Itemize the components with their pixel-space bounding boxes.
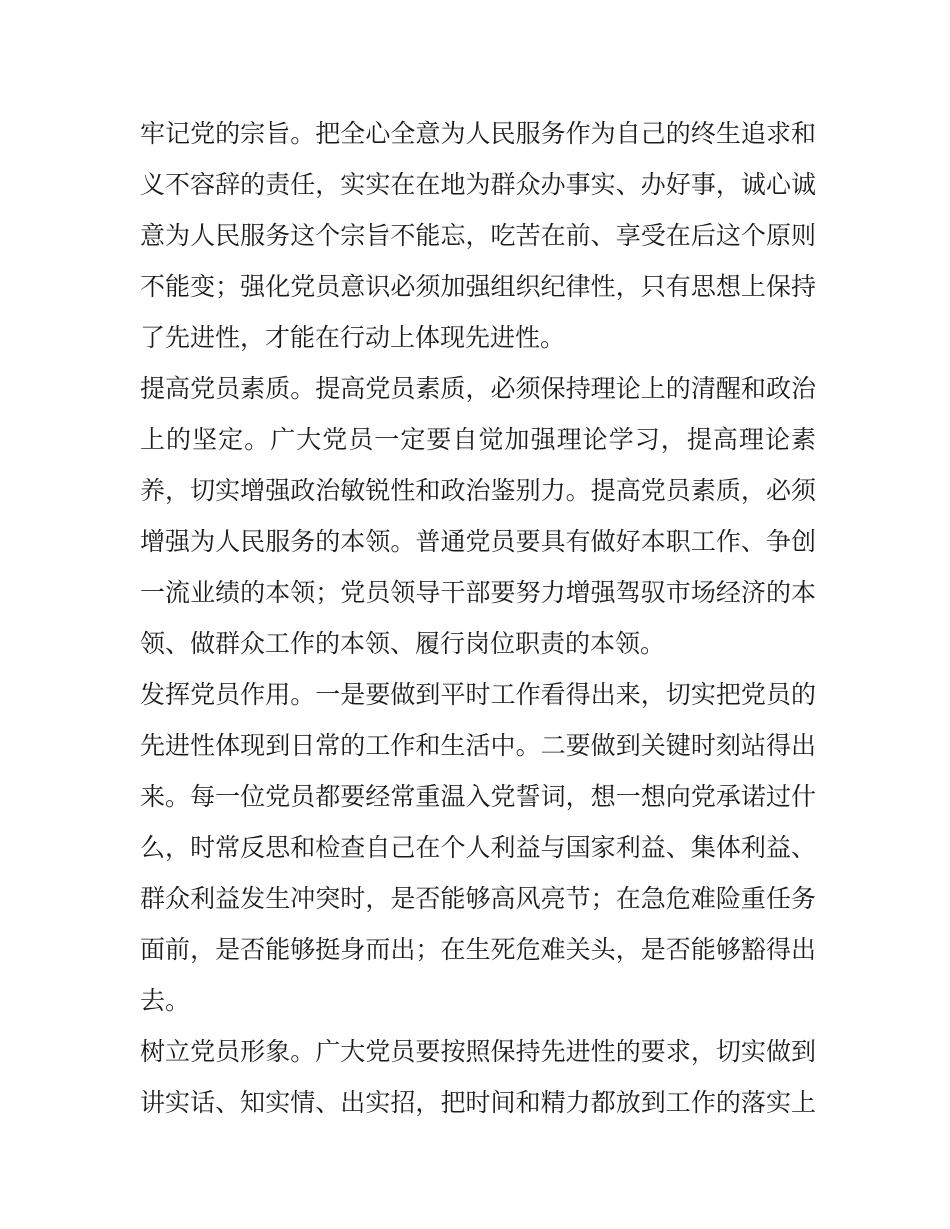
document-body (140, 108, 816, 1128)
text-line: 提高党员素质。提高党员素质，必须保持理论上的清醒和政治 (140, 374, 816, 403)
text-line: 了先进性，才能在行动上体现先进性。 (140, 323, 566, 352)
text-line: 一流业绩的本领；党员领导干部要努力增强驾驭市场经济的本 (140, 578, 816, 607)
text-line: 群众利益发生冲突时，是否能够高风亮节；在急危难险重任务 (140, 884, 816, 913)
text-line: 来。每一位党员都要经常重温入党誓词，想一想向党承诺过什 (140, 782, 816, 811)
text-line: 面前，是否能够挺身而出；在生死危难关头，是否能够豁得出 (140, 935, 816, 964)
text-line: 么，时常反思和检查自己在个人利益与国家利益、集体利益、 (140, 833, 816, 862)
text-line: 去。 (140, 986, 191, 1015)
text-line: 不能变；强化党员意识必须加强组织纪律性，只有思想上保持 (140, 272, 816, 301)
paragraph-member-quality (140, 363, 816, 669)
text-line: 养，切实增强政治敏锐性和政治鉴别力。提高党员素质，必须 (140, 476, 816, 505)
text-line: 讲实话、知实情、出实招，把时间和精力都放到工作的落实上 (140, 1088, 816, 1117)
text-line: 牢记党的宗旨。把全心全意为人民服务作为自己的终生追求和 (140, 119, 816, 148)
paragraph-member-image (140, 1026, 816, 1128)
text-line: 上的坚定。广大党员一定要自觉加强理论学习，提高理论素 (140, 425, 816, 454)
text-line: 意为人民服务这个宗旨不能忘，吃苦在前、享受在后这个原则 (140, 221, 816, 250)
text-line: 发挥党员作用。一是要做到平时工作看得出来，切实把党员的 (140, 680, 816, 709)
text-line: 树立党员形象。广大党员要按照保持先进性的要求，切实做到 (140, 1037, 816, 1066)
text-line: 先进性体现到日常的工作和生活中。二要做到关键时刻站得出 (140, 731, 816, 760)
paragraph-party-purpose (140, 108, 816, 363)
text-line: 增强为人民服务的本领。普通党员要具有做好本职工作、争创 (140, 527, 816, 556)
text-line: 领、做群众工作的本领、履行岗位职责的本领。 (140, 629, 666, 658)
text-line: 义不容辞的责任，实实在在地为群众办事实、办好事，诚心诚 (140, 170, 816, 199)
paragraph-member-role (140, 669, 816, 1026)
